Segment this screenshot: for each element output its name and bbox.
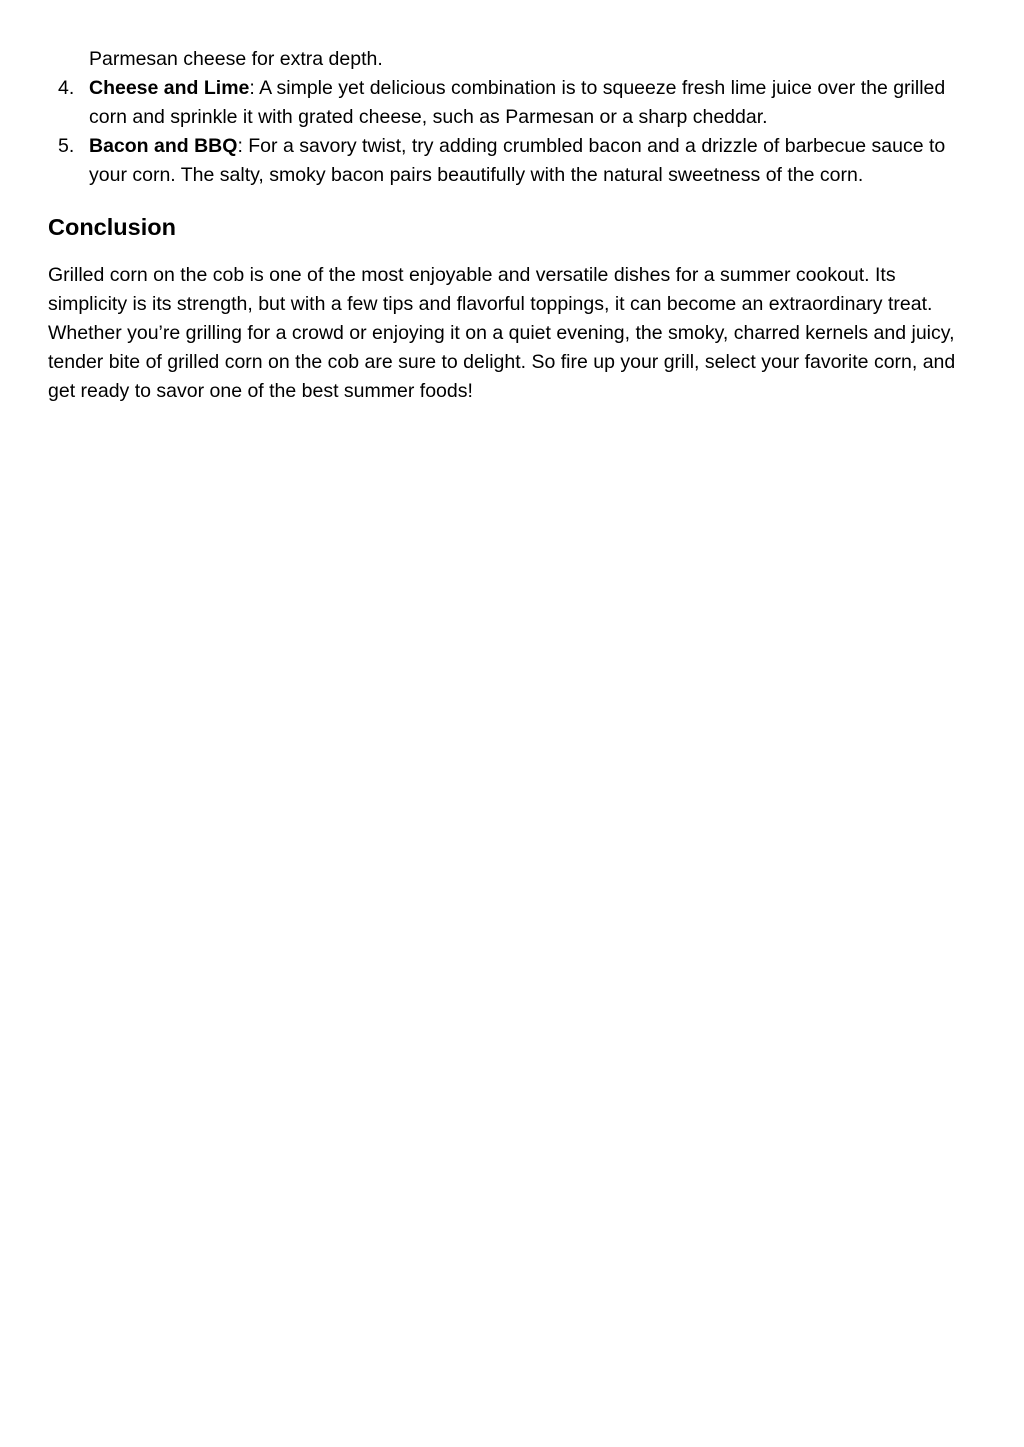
list-item-term: Bacon and BBQ <box>89 135 238 157</box>
list-item-number: 5. <box>58 135 75 157</box>
list-item-text: : A simple yet delicious combination is to squeeze fresh lime juice over the grilled corn and sprinkle it with grated cheese, such as Parmesan or a sharp cheddar. <box>89 77 946 128</box>
toppings-list <box>48 45 978 190</box>
list-item-bacon-and-bbq <box>48 132 978 190</box>
list-item-text: Parmesan cheese for extra depth. <box>89 48 383 70</box>
conclusion-paragraph: Grilled corn on the cob is one of the most enjoyable and versatile dishes for a summer cookout. Its simplicity is its strength, but with a few tips and flavorful toppings, it can become an extraordinary treat. Whether you’re grilling for a crowd or enjoying it on a quiet evening, the smoky, charred kernels and juicy, tender bite of grilled corn on the cob are sure to delight. So fire up your grill, select your favorite corn, and get ready to savor one of the best summer foods! <box>48 264 956 402</box>
list-item-cheese-and-lime <box>48 74 978 132</box>
section-heading-conclusion: Conclusion <box>48 214 176 240</box>
list-item-continuation <box>48 45 978 74</box>
list-item-text: : For a savory twist, try adding crumbled bacon and a drizzle of barbecue sauce to your corn. The salty, smoky bacon pairs beautifully with the natural sweetness of the corn. <box>89 135 946 186</box>
document-page <box>48 45 978 406</box>
list-item-term: Cheese and Lime <box>89 77 250 99</box>
list-item-number: 4. <box>58 77 75 99</box>
